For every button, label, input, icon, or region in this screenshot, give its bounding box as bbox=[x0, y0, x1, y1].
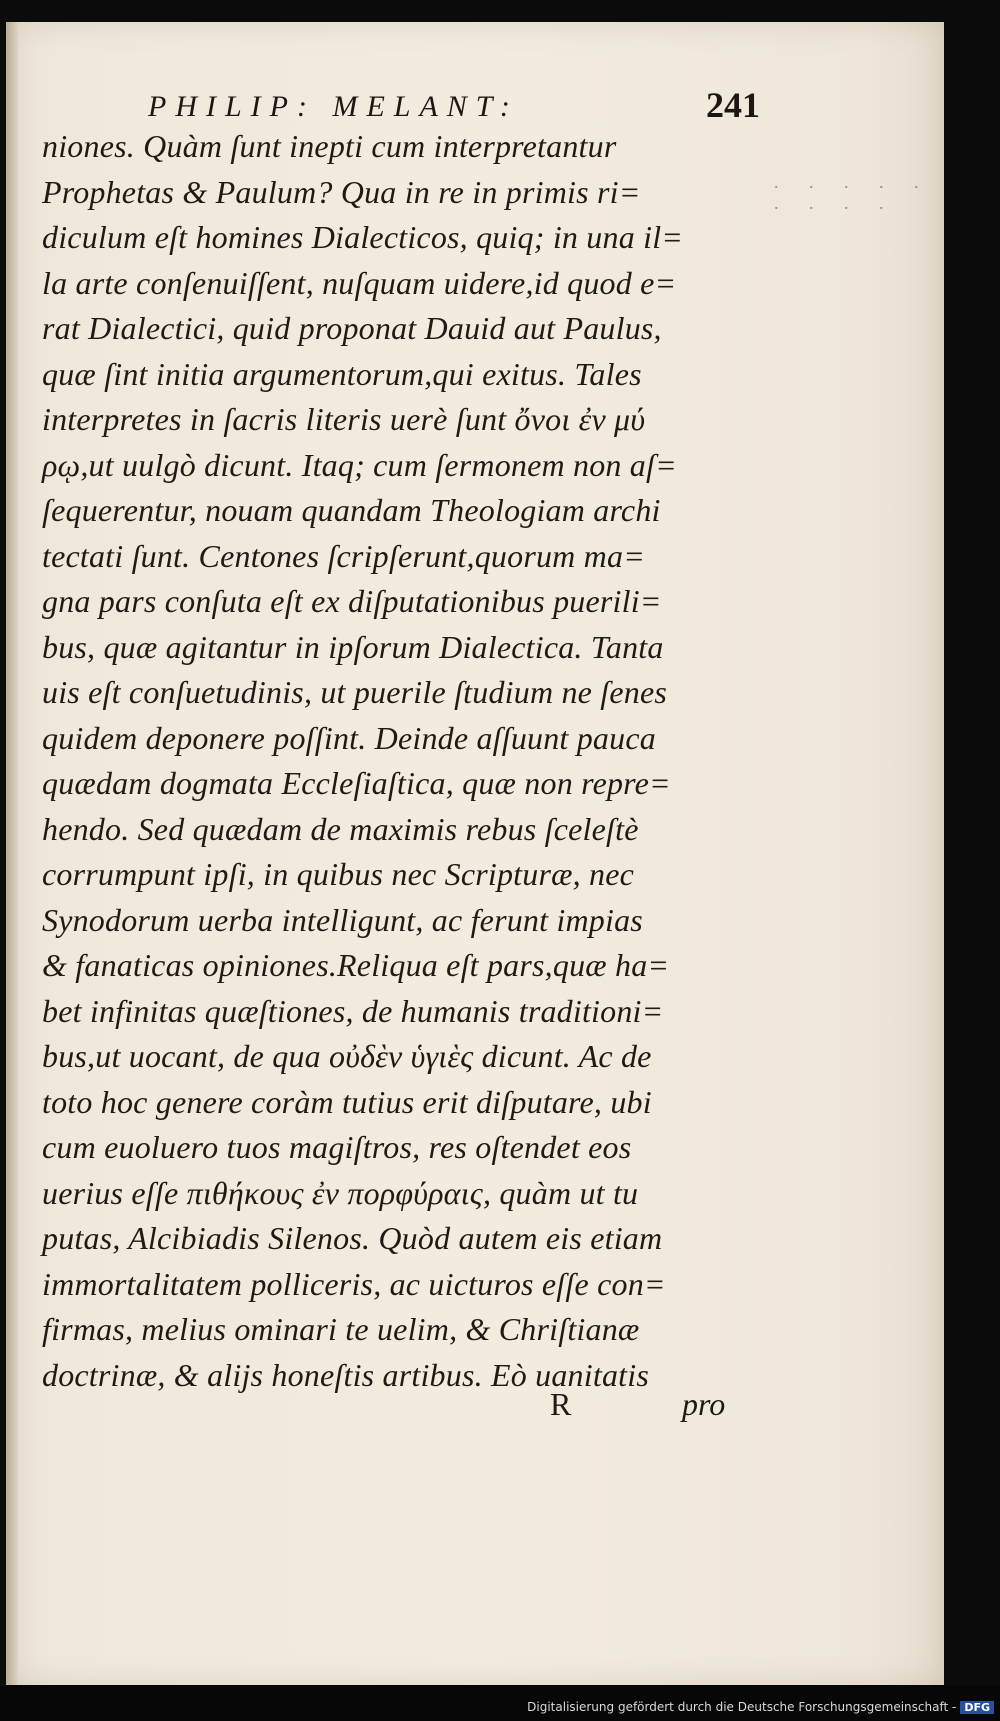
text-line: doctrinæ, & alijs honeſtis artibus. Eò uanitatis bbox=[42, 1356, 649, 1393]
text-line: diculum eſt homines Dialecticos, quiq; in una il= bbox=[42, 219, 684, 255]
text-line: rat Dialectici, quid proponat Dauid aut Paulus, bbox=[42, 310, 662, 346]
text-line: niones. Quàm ſunt inepti cum interpretantur bbox=[42, 128, 617, 164]
text-line: bus, quæ agitantur in ipſorum Dialectica. Tanta bbox=[42, 628, 664, 665]
running-head: PHILIP: MELANT: bbox=[148, 90, 519, 123]
book-page bbox=[6, 22, 944, 1685]
signature-mark: R bbox=[550, 1386, 572, 1422]
page-number: 241 bbox=[706, 85, 760, 125]
text-line: tectati ſunt. Centones ſcripſerunt,quorum ma= bbox=[42, 537, 645, 574]
text-line: putas, Alcibiadis Silenos. Quòd autem eis etiam bbox=[42, 1220, 663, 1256]
text-block bbox=[42, 124, 742, 1398]
text-line: corrumpunt ipſi, in quibus nec Scripturæ, nec bbox=[42, 856, 635, 892]
text-line: toto hoc genere coràm tutius erit diſputare, ubi bbox=[42, 1083, 652, 1120]
text-line: bet infinitas quæſtiones, de humanis traditioni= bbox=[42, 992, 664, 1029]
text-line: hendo. Sed quædam de maximis rebus ſceleſtè bbox=[42, 810, 639, 847]
page-footer bbox=[42, 1386, 742, 1430]
funding-credit bbox=[527, 1700, 994, 1714]
margin-marks: . . . . . . . . . bbox=[774, 172, 932, 213]
text-line: quidem deponere poſſint. Deinde aſſuunt pauca bbox=[42, 719, 656, 756]
catchword: pro bbox=[682, 1386, 726, 1422]
text-line: uis eſt conſuetudinis, ut puerile ſtudium ne ſenes bbox=[42, 674, 668, 710]
text-line: immortalitatem polliceris, ac uicturos eſſe con= bbox=[42, 1265, 666, 1302]
text-line: Synodorum uerba intelligunt, ac ferunt impias bbox=[42, 901, 643, 938]
text-line: bus,ut uocant, de qua οὐδὲν ὑγιὲς dicunt. Ac de bbox=[42, 1038, 652, 1074]
text-line: uerius eſſe πιθήκους ἐν πορφύραις, quàm ut tu bbox=[42, 1174, 639, 1211]
page-gutter bbox=[6, 22, 18, 1685]
credit-text: Digitalisierung gefördert durch die Deutsche Forschungsgemeinschaft - bbox=[527, 1700, 957, 1714]
text-line: quæ ſint initia argumentorum,qui exitus. Tales bbox=[42, 355, 642, 392]
text-line: ρῳ,ut uulgò dicunt. Itaq; cum ſermonem non aſ= bbox=[42, 446, 677, 483]
text-line: & fanaticas opiniones.Reliqua eſt pars,quæ ha= bbox=[42, 947, 670, 983]
text-line: gna pars conſuta eſt ex diſputationibus puerili= bbox=[42, 583, 662, 619]
text-line: quædam dogmata Eccleſiaſtica, quæ non repre= bbox=[42, 765, 671, 801]
dfg-logo-icon: DFG bbox=[960, 1701, 994, 1714]
text-line: interpretes in ſacris literis uerè ſunt ὄνοι ἐν μύ bbox=[42, 401, 646, 437]
text-line: firmas, melius ominari te uelim, & Chriſtianæ bbox=[42, 1311, 640, 1347]
text-line: ſequerentur, nouam quandam Theologiam archi bbox=[42, 492, 661, 528]
text-line: la arte conſenuiſſent, nuſquam uidere,id quod e= bbox=[42, 264, 677, 301]
text-line: cum euoluero tuos magiſtros, res oſtendet eos bbox=[42, 1129, 632, 1165]
text-line: Prophetas & Paulum? Qua in re in primis ri= bbox=[42, 173, 641, 210]
